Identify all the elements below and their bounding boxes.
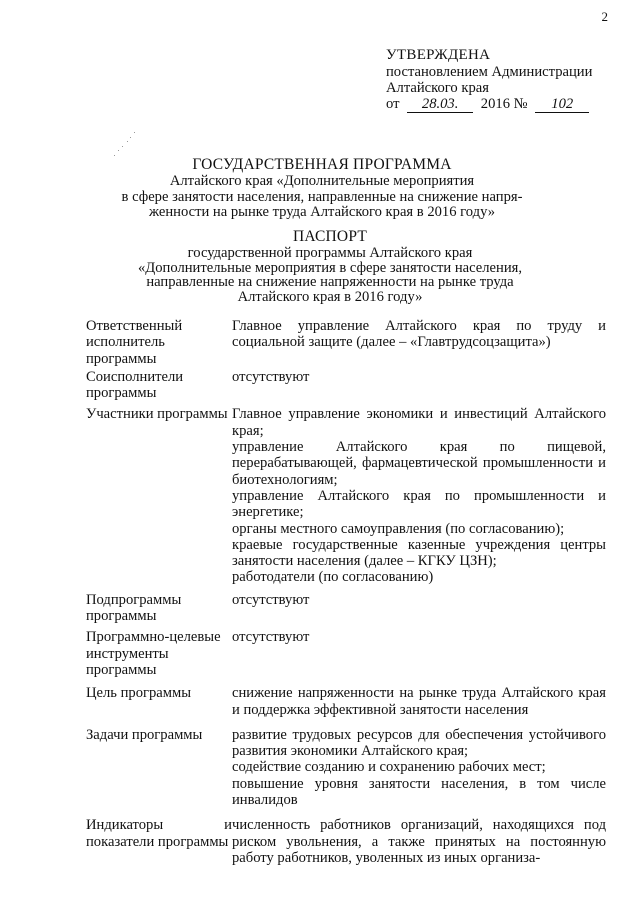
passport-line: государственной программы Алтайского края bbox=[187, 245, 473, 261]
value-paragraph: Главное управление Алтайского края по труду и социальной защите (далее – «Главтрудсоцзащита») bbox=[232, 318, 606, 351]
value-paragraph: органы местного самоуправления (по согласованию); bbox=[232, 520, 565, 537]
row-value bbox=[232, 592, 606, 625]
table-row bbox=[86, 727, 606, 808]
program-title-line: женности на рынке труда Алтайского края в 2016 году» bbox=[148, 204, 496, 220]
row-label: Цель программы bbox=[86, 685, 192, 702]
row-label: Программно-целевые инструменты программы bbox=[86, 629, 221, 678]
scan-specks bbox=[112, 132, 138, 158]
approval-line-2: Алтайского края bbox=[386, 80, 489, 96]
row-label: Индикаторы и показатели программы bbox=[86, 817, 232, 850]
table-row bbox=[86, 318, 606, 367]
program-title bbox=[92, 156, 552, 221]
row-value bbox=[232, 406, 606, 585]
passport-table bbox=[86, 318, 606, 874]
date-prefix: от bbox=[386, 96, 400, 112]
approval-line-1: постановлением Администрации bbox=[386, 64, 593, 80]
approval-date: 28.03. bbox=[407, 97, 473, 113]
row-label: Ответственный исполнитель программы bbox=[86, 318, 183, 367]
row-label: Участники программы bbox=[86, 406, 228, 423]
table-row bbox=[86, 406, 606, 585]
approval-stamp bbox=[386, 46, 626, 113]
row-label: Соисполнители программы bbox=[86, 368, 184, 402]
row-value bbox=[232, 369, 606, 402]
program-title-heading: ГОСУДАРСТВЕННАЯ ПРОГРАММА bbox=[192, 156, 452, 173]
value-paragraph: краевые государственные казенные учреждения центры занятости населения (далее – КГКУ ЦЗН); bbox=[232, 536, 606, 570]
program-title-line: Алтайского края «Дополнительные мероприятия bbox=[169, 173, 475, 189]
value-paragraph: отсутствуют bbox=[232, 629, 310, 646]
table-row bbox=[86, 629, 606, 678]
value-paragraph: Главное управление экономики и инвестиций Алтайского края; bbox=[232, 406, 606, 439]
row-value bbox=[232, 727, 606, 808]
value-paragraph: управление Алтайского края по промышленности и энергетике; bbox=[232, 487, 606, 521]
table-row bbox=[86, 685, 606, 718]
passport-heading: ПАСПОРТ bbox=[292, 228, 368, 245]
value-paragraph: содействие созданию и сохранению рабочих мест; bbox=[232, 759, 546, 776]
value-paragraph: снижение напряженности на рынке труда Алтайского края и поддержка эффективной занятости населения bbox=[232, 685, 606, 718]
passport-line: «Дополнительные мероприятия в сфере занятости населения, bbox=[137, 259, 523, 276]
value-paragraph: численность работников организаций, находящихся под риском увольнения, а также принятых на постоянную работу работников, уволенных из иных организа- bbox=[232, 817, 606, 866]
passport-title bbox=[130, 228, 530, 304]
passport-line: направленные на снижение напряженности на рынке труда bbox=[146, 274, 514, 291]
row-value bbox=[232, 685, 606, 718]
approval-year: 2016 № bbox=[480, 96, 528, 112]
table-row bbox=[86, 817, 606, 866]
row-label: Задачи программы bbox=[86, 726, 203, 743]
approval-number: 102 bbox=[535, 97, 589, 113]
value-paragraph: отсутствуют bbox=[232, 591, 310, 608]
value-paragraph: работодатели (по согласованию) bbox=[232, 569, 434, 586]
value-paragraph: управление Алтайского края по пищевой, перерабатывающей, фармацевтической промышленности и биотехнологиям; bbox=[232, 439, 606, 488]
row-label: Подпрограммы программы bbox=[86, 591, 182, 625]
value-paragraph: повышение уровня занятости населения, в том числе инвалидов bbox=[232, 775, 606, 809]
value-paragraph: отсутствуют bbox=[232, 368, 310, 385]
row-value bbox=[232, 629, 606, 678]
row-value bbox=[232, 318, 606, 367]
approval-heading: УТВЕРЖДЕНА bbox=[386, 47, 491, 63]
approval-date-line bbox=[386, 96, 626, 113]
table-row bbox=[86, 369, 606, 402]
value-paragraph: развитие трудовых ресурсов для обеспечения устойчивого развития экономики Алтайского края; bbox=[232, 726, 606, 760]
passport-line: Алтайского края в 2016 году» bbox=[237, 288, 423, 305]
table-row bbox=[86, 592, 606, 625]
page-number: 2 bbox=[601, 9, 608, 24]
program-title-line: в сфере занятости населения, направленные на снижение напря- bbox=[121, 188, 523, 205]
row-value bbox=[232, 817, 606, 866]
